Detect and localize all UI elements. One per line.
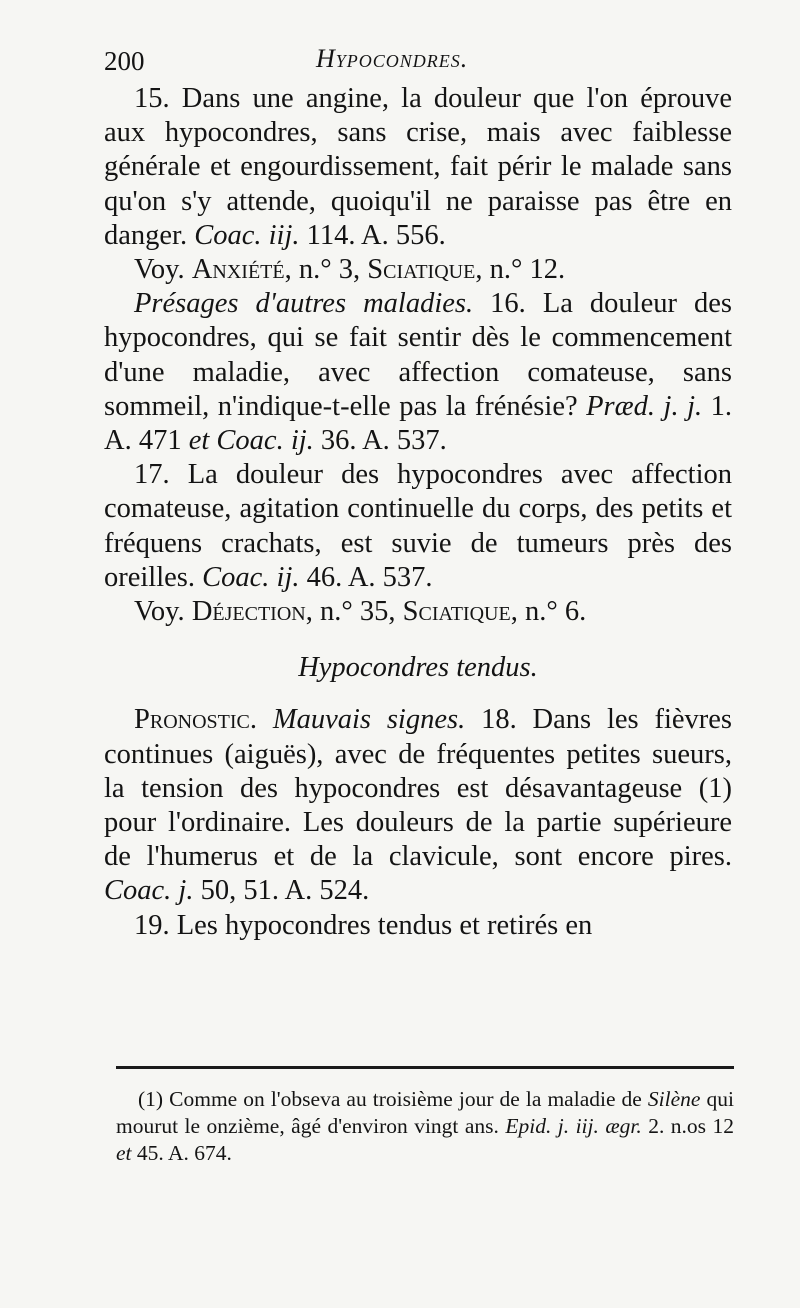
- paragraph-16-lead: Présages d'autres maladies.: [134, 288, 474, 320]
- cross-ref-number: , n.° 35,: [305, 596, 403, 628]
- footnote-text-2: qui mourut le onzième, âgé d'environ vingt ans.: [116, 1087, 734, 1138]
- paragraph-16-text: 16. La douleur des hypocondres, qui se fait sentir dès le commencement d'une maladie, avec affection comateuse, sans sommeil, n'indique-t-elle pas la frénésie?: [104, 288, 732, 422]
- page-header: [104, 42, 732, 82]
- cross-ref-number: , n.° 12.: [475, 254, 566, 286]
- cross-ref-term-sciatique: Sciatique: [402, 596, 511, 628]
- section-heading: Hypocondres tendus.: [298, 652, 538, 684]
- footnote-name: Silène: [647, 1087, 701, 1111]
- paragraph-15-text: 15. Dans une angine, la douleur que l'on éprouve aux hypocondres, sans crise, mais avec faiblesse générale et engourdissement, fait périr le malade sans qu'on s'y attende, quoiqu'il ne paraisse pas être en danger.: [104, 83, 732, 251]
- paragraph-16-reference-tail: 36. A. 537.: [313, 425, 447, 457]
- cross-reference-2: [104, 595, 732, 629]
- paragraph-18-lead-italic: Mauvais signes.: [272, 704, 466, 736]
- paragraph-17: [104, 458, 732, 595]
- paragraph-15-reference: Coac. iij.: [194, 219, 300, 251]
- cross-reference-1: [104, 253, 732, 287]
- footnote: [116, 1086, 734, 1167]
- voy-prefix: Voy.: [134, 596, 185, 628]
- voy-prefix: Voy.: [134, 254, 185, 286]
- cross-ref-term-anxiete: Anxiété: [191, 254, 285, 286]
- footnote-text: (1) Comme on l'obseva au troisième jour de la maladie de: [138, 1087, 648, 1111]
- paragraph-18-reference: Coac. j.: [104, 875, 194, 907]
- paragraph-18-text: 18. Dans les fièvres continues (aiguës), avec de fréquentes petites sueurs, la tension des hypocondres est désavantageuse (1) pour l'ordinaire. Les douleurs de la partie supérieure de l'humerus et de la clavicule, sont encore pires.: [104, 704, 732, 873]
- running-head: Hypocondres.: [316, 44, 469, 73]
- footnote-reference-et: et: [116, 1141, 132, 1165]
- page-body: [104, 82, 732, 943]
- footnote-rule: [116, 1066, 734, 1069]
- paragraph-16-reference-coac: Coac. ij.: [209, 425, 314, 457]
- paragraph-16-reference-number: 1. A. 471: [104, 390, 733, 457]
- paragraph-18-reference-number: 50, 51. A. 524.: [193, 875, 370, 907]
- page-number: 200: [104, 46, 145, 76]
- paragraph-17-text: 17. La douleur des hypocondres avec affection comateuse, agitation continuelle du corps, des petits et fréquens crachats, est suvie de tumeurs près des oreilles.: [104, 459, 732, 593]
- paragraph-17-reference: Coac. ij.: [202, 561, 300, 593]
- paragraph-19: [104, 909, 732, 943]
- cross-ref-term-sciatique: Sciatique: [367, 254, 476, 286]
- paragraph-17-reference-number: 46. A. 537.: [299, 561, 433, 593]
- cross-ref-number: , n.° 3,: [284, 254, 368, 286]
- footnote-reference: Epid. j. iij. ægr.: [505, 1114, 642, 1138]
- footnote-reference-tail: 45. A. 674.: [131, 1141, 232, 1165]
- footnote-reference-number: 2. n.os 12: [641, 1114, 734, 1138]
- paragraph-19-text: 19. Les hypocondres tendus et retirés en: [134, 909, 593, 941]
- paragraph-18-lead: Pronostic.: [134, 704, 257, 736]
- paragraph-18: [104, 703, 732, 908]
- paragraph-16-reference: Præd. j. j.: [586, 390, 703, 422]
- paragraph-16: [104, 287, 732, 458]
- paragraph-15-reference-number: 114. A. 556.: [306, 219, 446, 251]
- cross-ref-term-dejection: Déjection: [191, 596, 306, 628]
- paragraph-16-reference-et: et: [188, 425, 210, 457]
- cross-ref-number: , n.° 6.: [510, 596, 587, 628]
- paragraph-15: [104, 82, 732, 253]
